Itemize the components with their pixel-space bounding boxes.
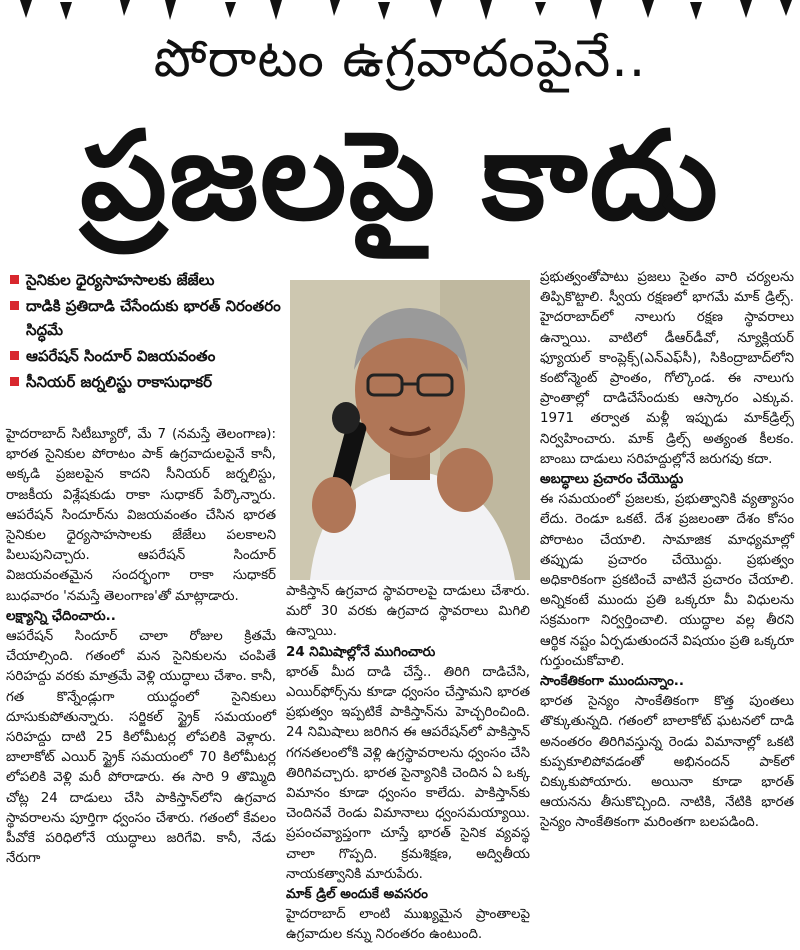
subheading: మాక్ డ్రిల్ అందుకే అవసరం: [286, 887, 428, 903]
red-square-bullet-icon: [10, 301, 19, 310]
article-column-2: [286, 582, 530, 946]
highlight-item: ఆపరేషన్ సిందూర్ విజయవంతం: [6, 344, 288, 368]
article-paragraph: భారత్ మీద దాడి చేస్తే.. తిరిగి దాడిచేసి, ఎయిర్‌ఫోర్స్‌ను కూడా ధ్వంసం చేస్తామని భారత ప్రభుత్వం ఇప్పటికే పాకిస్తాన్‌ను హెచ్చరించింది. 24 నిమిషాలు జరిగిన ఈ ఆపరేషన్‌లో పాకిస్తాన్ గగనతలంలోకి వెళ్లి ఉగ్రస్థావరాలను ధ్వంసం చేసి తిరిగివచ్చారు. భారత సైన్యానికి చెందిన ఏ ఒక్క విమానం కూడా ధ్వంసం కాలేదు. పాకిస్తాన్‌కు చెందినవే రెండు విమానాలు ధ్వంసమయ్యాయి. ప్రపంచవ్యాప్తంగా చూస్తే భారత్ సైనిక వ్యవస్థ చాలా గొప్పది. క్రమశిక్షణ, అద్వితీయ నాయకత్వానికి మారుపేరు.: [286, 664, 530, 882]
subheading: లక్ష్యాన్ని ఛేదించారు..: [6, 608, 116, 624]
article-column-1: [6, 425, 276, 869]
red-square-bullet-icon: [10, 275, 19, 284]
subheading: సాంకేతికంగా ముందున్నాం..: [540, 674, 684, 690]
article-paragraph: హైదరాబాద్ లాంటి ముఖ్యమైన ప్రాంతాలపై ఉగ్రవాదుల కన్ను నిరంతరం ఉంటుంది.: [286, 907, 530, 943]
article-paragraph: భారత సైన్యం సాంకేతికంగా కొత్త పుంతలు తొక్కుతున్నది. గతంలో బాలాకోట్ ఘటనలో దాడి అనంతరం తిరిగివస్తున్న రెండు విమానాల్లో ఒకటి కుప్పకూలిపోవడంతో అభినందన్ పాక్‌లో చిక్కుకుపోయారు. అయినా కూడా భారత్ ఆయనను తీసుకొచ్చింది. నాటికి, నేటికి భారత సైన్యం సాంకేతికంగా మరింతగా బలపడింది.: [540, 694, 794, 831]
highlight-item: సీనియర్ జర్నలిస్టు రాకాసుధాకర్: [6, 370, 288, 394]
main-headline: ప్రజలపై కాదు: [80, 105, 720, 247]
decorative-figures-strip: [0, 0, 800, 22]
article-paragraph: ప్రభుత్వంతోపాటు ప్రజలు సైతం వారి చర్యలను తిప్పికొట్టాలి. స్వీయ రక్షణలో భాగమే మాక్ డ్రిల్స్. హైదరాబాద్‌లో నాలుగు రక్షణ స్థావరాలు ఉన్నాయి. వాటిలో డీఆర్‌డీవో, న్యూక్లియర్ ఫ్యూయల్ కాంప్లెక్స్(ఎన్‌ఎఫ్‌సీ), సికింద్రాబాద్‌లోని కంటోన్మెంట్ ప్రాంతం, గోల్కొండ. ఈ నాలుగు ప్రాంతాల్లో దాడిచేసేందుకు ఆస్కారం ఎక్కువ. 1971 తర్వాత మళ్లీ ఇప్పుడు మాక్‌డ్రిల్స్ నిర్వహించారు. మాక్ డ్రిల్స్ అత్యంత కీలకం. బాంబు దాడులు సరిహద్దుల్లోనే జరుగవు కదా.: [540, 270, 794, 467]
subheading: అబద్ధాలు ప్రచారం చేయొద్దు: [540, 472, 684, 488]
red-square-bullet-icon: [10, 377, 19, 386]
highlight-item: సైనికుల ధైర్యసాహసాలకు జేజేలు: [6, 268, 288, 292]
highlights-list: [6, 268, 288, 396]
kicker-headline: పోరాటం ఉగ్రవాదంపైనే..: [153, 29, 647, 89]
subheading: 24 నిమిషాల్లోనే ముగించారు: [286, 644, 436, 660]
article-paragraph: ఈ సమయంలో ప్రజలకు, ప్రభుత్వానికి వ్యత్యాసం లేదు. రెండూ ఒకటే. దేశ ప్రజలంతా దేశం కోసం పోరాటం చేయాలి. సామాజిక మాధ్యమాల్లో తప్పుడు ప్రచారం చేయొద్దు. ప్రభుత్వం అధికారికంగా ప్రకటించే వాటినే ప్రచారం చేయాలి. అన్నికంటే ముందు ప్రతి ఒక్కరూ మీ విధులను సక్రమంగా నిర్వర్తించాలి. యుద్ధాల వల్ల తీరని ఆర్థిక నష్టం ఏర్పడుతుందనే విషయం ప్రతి ఒక్కరూ గుర్తుంచుకోవాలి.: [540, 492, 794, 669]
red-square-bullet-icon: [10, 351, 19, 360]
article-intro: హైదరాబాద్ సిటీబ్యూరో, మే 7 (నమస్తే తెలంగాణ): భారత సైనికుల పోరాటం పాక్ ఉగ్రవాదులపైనే కానీ, అక్కడి ప్రజలపైన కాదని సీనియర్ జర్నలిస్టు, రాజకీయ విశ్లేషకుడు రాకా సుధాకర్ పేర్కొన్నారు. ఆపరేషన్ సిందూర్‌ను విజయవంతం చేసిన భారత సైనికుల ధైర్యసాహసాలకు జేజేలు పలకాలని పిలుపునిచ్చారు. ఆపరేషన్ సిందూర్ విజయవంతమైన సందర్భంగా రాకా సుధాకర్ బుధవారం 'నమస్తే తెలంగాణ'తో మాట్లాడారు.: [6, 427, 276, 604]
article-paragraph: పాకిస్తాన్ ఉగ్రవాద స్థావరాలపై దాడులు చేశారు. మరో 30 వరకు ఉగ్రవాద స్థావరాలు మిగిలి ఉన్నాయి.: [286, 584, 530, 640]
article-column-3: [540, 268, 794, 834]
speaker-photo: [290, 280, 530, 580]
article-paragraph: ఆపరేషన్ సిందూర్ చాలా రోజుల క్రితమే చేయాల్సింది. గతంలో మన సైనికులను చంపితే సరిహద్దు వరకు మాత్రమే వెళ్లి యుద్ధాలు చేశాం. కానీ, గత కొన్నేండ్లుగా యుద్ధంలో సైనికులు దూసుకుపోతున్నారు. సర్జికల్ స్ట్రైక్ సమయంలో సరిహద్దు దాటి 25 కిలోమీటర్ల లోపలికి వెళ్లారు. బాలాకోట్ ఎయిర్ స్ట్రైక్ సమయంలో 70 కిలోమీటర్ల లోపలికి వెళ్లి మరీ పోరాడారు. ఈ సారి 9 తొమ్మిది చోట్ల 24 దాడులు చేసి పాకిస్తాన్‌లోని ఉగ్రవాద స్థావరాలను పూర్తిగా ధ్వంసం చేశారు. గతంలో కేవలం పీవోకే పరిధిలోనే యుద్ధాలు జరిగేవి. కానీ, నేడు నేరుగా: [6, 629, 276, 867]
portrait-illustration: [290, 280, 530, 580]
highlight-item: దాడికి ప్రతిదాడి చేసేందుకు భారత్ నిరంతరం సిద్ధమే: [6, 294, 288, 342]
